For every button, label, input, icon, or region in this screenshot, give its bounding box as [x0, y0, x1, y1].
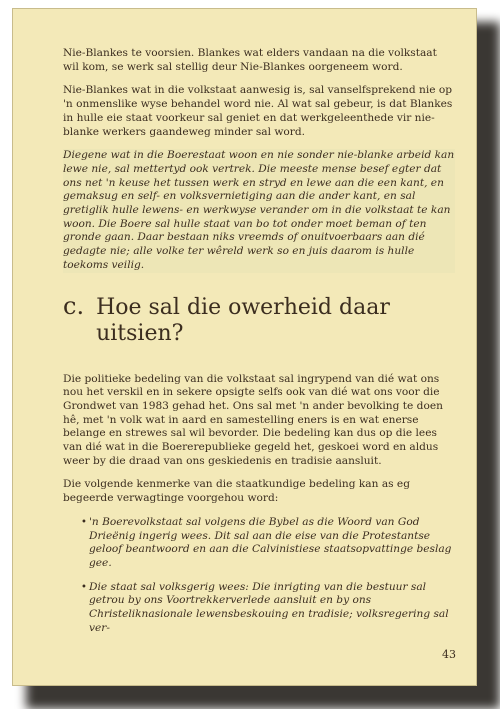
- page-content: [63, 47, 455, 646]
- paragraph-4: Die politieke bedeling van die volkstaat sal ingrypend van dié wat ons nou het verskil en in sekere opsigte selfs ook van dié wat ons voor die Grondwet van 1983 gehad het. Ons sal met 'n ander bevolking te doen hê, met 'n volk wat in aard en samestelling eners is en wat enerse belange en strewes sal wil bevorder. Die bedeling kan dus op die lees van dié wat in die Boererepublieke gegeld het, geskoei word en aldus weer by die draad van ons geskiedenis en tradisie aansluit.: [63, 372, 443, 467]
- bullet-text: Die staat sal volksgerig wees: Die inrigting van die bestuur sal getrou by ons Voortrekkerverlede aansluit en by ons Christeliknasionale lewensbeskouing en tradisie; volksregering sal ver-: [89, 580, 449, 634]
- bullet-icon: •: [81, 581, 87, 593]
- bullet-icon: •: [81, 516, 87, 528]
- paragraph-2: Nie-Blankes wat in die volkstaat aanwesig is, sal vanselfsprekend nie op 'n onmenslike wyse behandel word nie. Al wat sal gebeur, is dat Blankes in hulle eie staat voorkeur sal geniet en dat werkgeleenthede vir nie-blanke werkers gaandeweg minder sal word.: [63, 84, 453, 138]
- book-page: [12, 8, 477, 686]
- section-title: Hoe sal die owerheid daar uitsien?: [96, 294, 390, 346]
- bullet-item: [81, 581, 455, 636]
- paragraph-5: Die volgende kenmerke van die staatkundige bedeling kan as eg begeerde verwagtinge voorgehou word:: [63, 478, 410, 505]
- page-number: 43: [442, 648, 456, 661]
- paragraph-3-italic: Diegene wat in die Boerestaat woon en nie sonder nie-blanke arbeid kan lewe nie, sal mettertyd ook vertrek. Die meeste mense besef egter dat ons net 'n keuse het tussen werk en stryd en lewe aan die een kant, en gemaksug en self- en volksvernietiging aan die ander kant, en sal gretiglik hulle lewens- en werkwyse verander om in die volkstaat te kan woon. Die Boere sal hulle staat van bo tot onder moet beman of ten gronde gaan. Daar bestaan niks vreemds of onuitvoerbaars aan dié gedagte nie; alle volke ter wêreld werk so en juis daarom is hulle toekoms veilig.: [63, 149, 455, 271]
- bullet-item: [81, 516, 455, 571]
- section-heading: [63, 293, 455, 347]
- bullet-text: 'n Boerevolkstaat sal volgens die Bybel as die Woord van God Drieënig ingerig wees. Dit sal aan die eise van die Protestantse geloof beantwoord en aan die Calvinistiese staatsopvattinge beslag gee.: [89, 515, 452, 569]
- section-letter: c.: [63, 291, 85, 320]
- paragraph-1: Nie-Blankes te voorsien. Blankes wat elders vandaan na die volkstaat wil kom, se werk sal stellig deur Nie-Blankes oorgeneem word.: [63, 47, 437, 73]
